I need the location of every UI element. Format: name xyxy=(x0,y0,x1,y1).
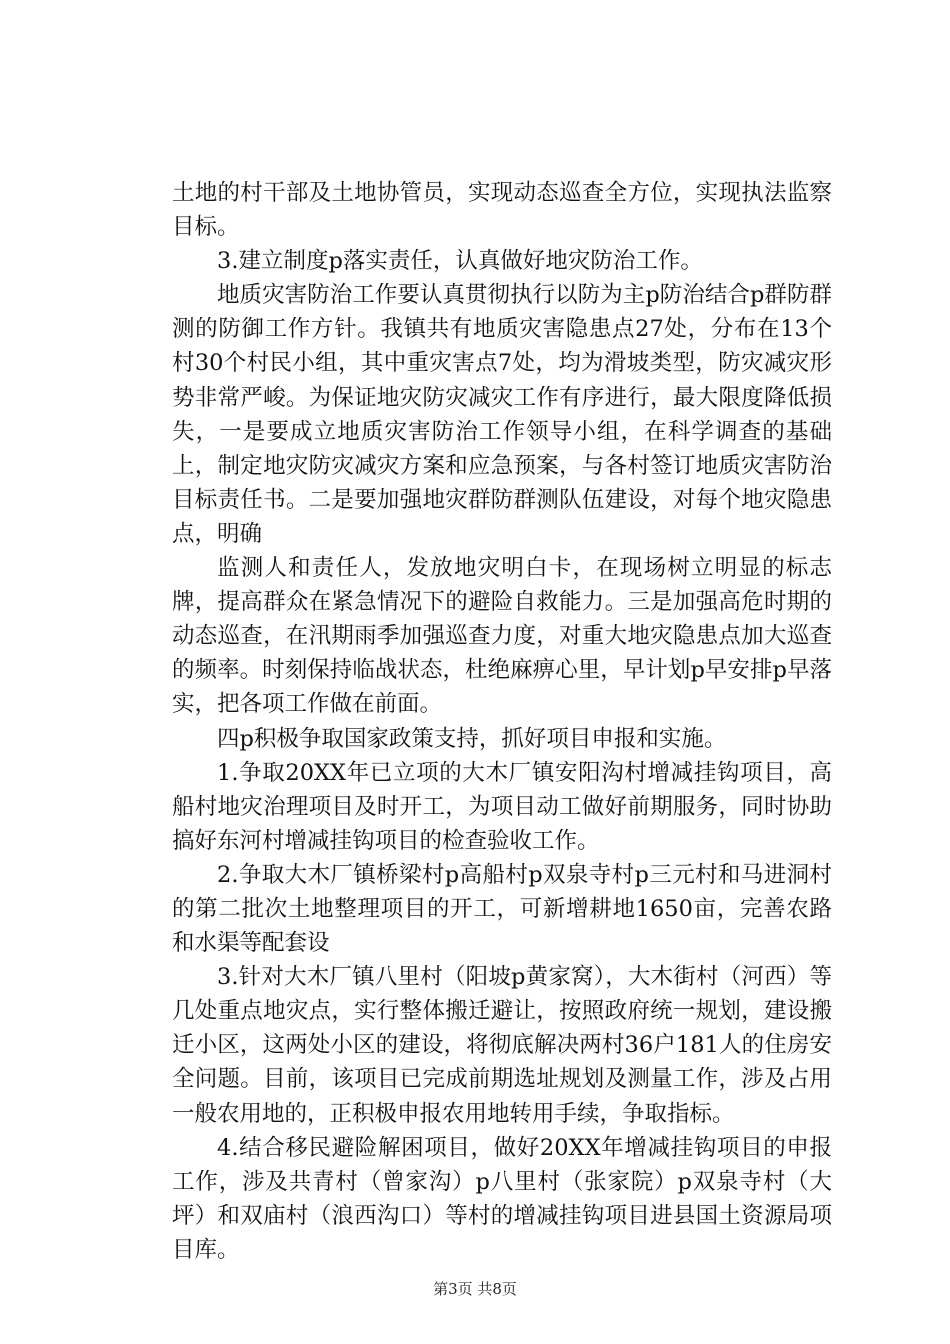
paragraph-section-four-heading: 四p积极争取国家政策支持，抓好项目申报和实施。 xyxy=(217,725,727,752)
paragraph-item-1: 1.争取20XX年已立项的大木厂镇安阳沟村增减挂钩项目，高船村地灾治理项目及时开工，为项目动工做好前期服务，同时协助搞好东河村增减挂钩项目的检查验收工作。 xyxy=(172,759,832,854)
document-body xyxy=(172,176,832,1267)
page-number-footer: 第3页 共8页 xyxy=(433,1280,517,1298)
paragraph-continuation: 土地的村干部及土地协管员，实现动态巡查全方位，实现执法监察目标。 xyxy=(172,180,832,241)
paragraph-item-2: 2.争取大木厂镇桥梁村p高船村p双泉寺村p三元村和马进洞村的第二批次土地整理项目的开工，可新增耕地1650亩，完善农路和水渠等配套设 xyxy=(172,861,832,957)
paragraph-section-heading-3: 3.建立制度p落实责任，认真做好地灾防治工作。 xyxy=(217,248,703,275)
paragraph-item-3: 3.针对大木厂镇八里村（阳坡p黄家窝），大木街村（河西）等几处重点地灾点，实行整体搬迁避让，按照政府统一规划，建设搬迁小区，这两处小区的建设，将彻底解决两村36户181人的住房安全问题。目前，该项目已完成前期选址规划及测量工作，涉及占用一般农用地的，正积极申报农用地转用手续，争取指标。 xyxy=(172,964,832,1127)
paragraph-item-4: 4.结合移民避险解困项目，做好20XX年增减挂钩项目的申报工作，涉及共青村（曾家沟）p八里村（张家院）p双泉寺村（大坪）和双庙村（浪西沟口）等村的增减挂钩项目进县国土资源局项目库。 xyxy=(172,1134,832,1263)
paragraph-monitoring: 监测人和责任人，发放地灾明白卡，在现场树立明显的标志牌，提高群众在紧急情况下的避险自救能力。三是加强高危时期的动态巡查，在汛期雨季加强巡查力度，对重大地灾隐患点加大巡查的频率。时刻保持临战状态，杜绝麻痹心里，早计划p早安排p早落实，把各项工作做在前面。 xyxy=(172,555,832,718)
paragraph-disaster-prevention: 地质灾害防治工作要认真贯彻执行以防为主p防治结合p群防群测的防御工作方针。我镇共有地质灾害隐患点27处，分布在13个村30个村民小组，其中重灾害点7处，均为滑坡类型，防灾减灾形势非常严峻。为保证地灾防灾减灾工作有序进行，最大限度降低损失，一是要成立地质灾害防治工作领导小组，在科学调查的基础上，制定地灾防灾减灾方案和应急预案，与各村签订地质灾害防治目标责任书。二是要加强地灾群防群测队伍建设，对每个地灾隐患点，明确 xyxy=(172,282,832,547)
